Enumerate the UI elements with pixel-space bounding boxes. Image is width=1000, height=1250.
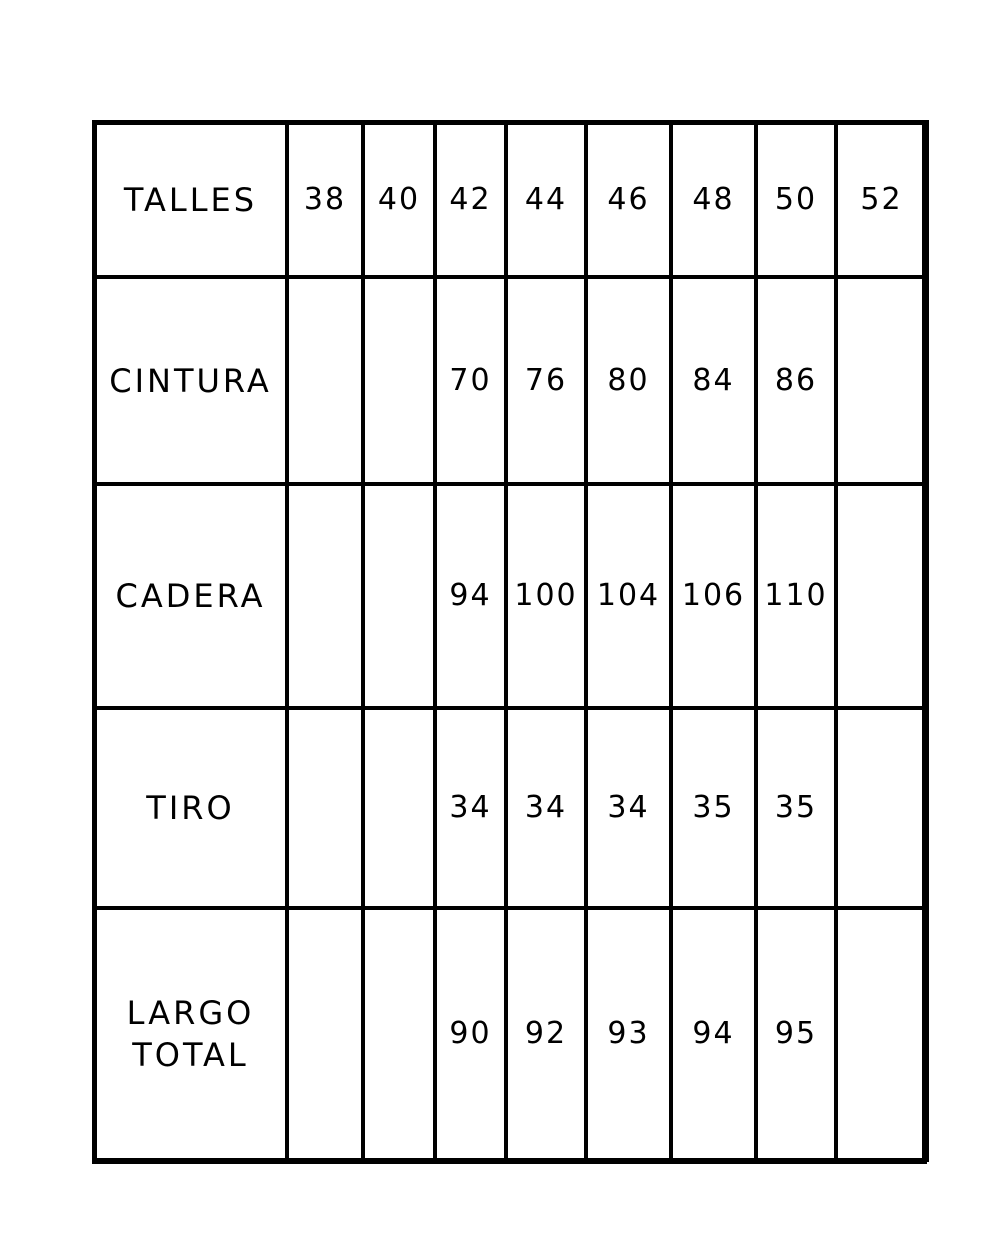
row-label-cell	[94, 277, 287, 484]
measurement-cell	[363, 484, 435, 707]
measurement-cell: 35	[671, 708, 756, 908]
size-cell: 38	[287, 122, 363, 277]
measurement-cell	[836, 277, 927, 484]
measurement-cell: 93	[586, 908, 671, 1160]
row-label: TOTAL	[132, 1035, 249, 1074]
measurement-cell: 110	[756, 484, 836, 707]
measurement-cell	[287, 908, 363, 1160]
size-cell: 48	[671, 122, 756, 277]
measurement-row	[94, 708, 927, 908]
row-label: CADERA	[115, 576, 266, 615]
measurement-cell: 70	[435, 277, 506, 484]
measurement-cell: 34	[435, 708, 506, 908]
measurement-cell: 80	[586, 277, 671, 484]
header-label: TALLES	[123, 180, 258, 219]
measurement-cell	[363, 708, 435, 908]
measurement-cell	[287, 277, 363, 484]
measurement-cell: 104	[586, 484, 671, 707]
row-label: LARGO	[126, 993, 255, 1032]
size-chart-table	[92, 120, 929, 1162]
size-cell: 52	[836, 122, 927, 277]
measurement-cell	[287, 708, 363, 908]
size-cell: 44	[506, 122, 586, 277]
measurement-cell: 76	[506, 277, 586, 484]
measurement-cell: 106	[671, 484, 756, 707]
row-label: CINTURA	[109, 361, 272, 400]
measurement-cell: 84	[671, 277, 756, 484]
header-label-cell	[94, 122, 287, 277]
measurement-cell: 34	[506, 708, 586, 908]
size-cell: 42	[435, 122, 506, 277]
row-label: TIRO	[146, 788, 235, 827]
measurement-cell: 34	[586, 708, 671, 908]
row-label-cell	[94, 484, 287, 707]
measurement-cell: 90	[435, 908, 506, 1160]
size-cell: 46	[586, 122, 671, 277]
measurement-row	[94, 277, 927, 484]
row-label-cell	[94, 708, 287, 908]
row-label-cell	[94, 908, 287, 1160]
measurement-row	[94, 484, 927, 707]
measurement-cell: 86	[756, 277, 836, 484]
measurement-cell: 94	[671, 908, 756, 1160]
measurement-cell	[836, 908, 927, 1160]
size-cell: 40	[363, 122, 435, 277]
measurement-cell	[363, 277, 435, 484]
measurement-cell	[836, 708, 927, 908]
header-row	[94, 122, 927, 277]
measurement-cell: 100	[506, 484, 586, 707]
measurement-cell	[287, 484, 363, 707]
measurement-cell	[363, 908, 435, 1160]
measurement-cell: 92	[506, 908, 586, 1160]
measurement-cell: 94	[435, 484, 506, 707]
size-cell: 50	[756, 122, 836, 277]
size-chart-body	[94, 122, 927, 1160]
measurement-cell: 95	[756, 908, 836, 1160]
measurement-cell	[836, 484, 927, 707]
measurement-row	[94, 908, 927, 1160]
measurement-cell: 35	[756, 708, 836, 908]
